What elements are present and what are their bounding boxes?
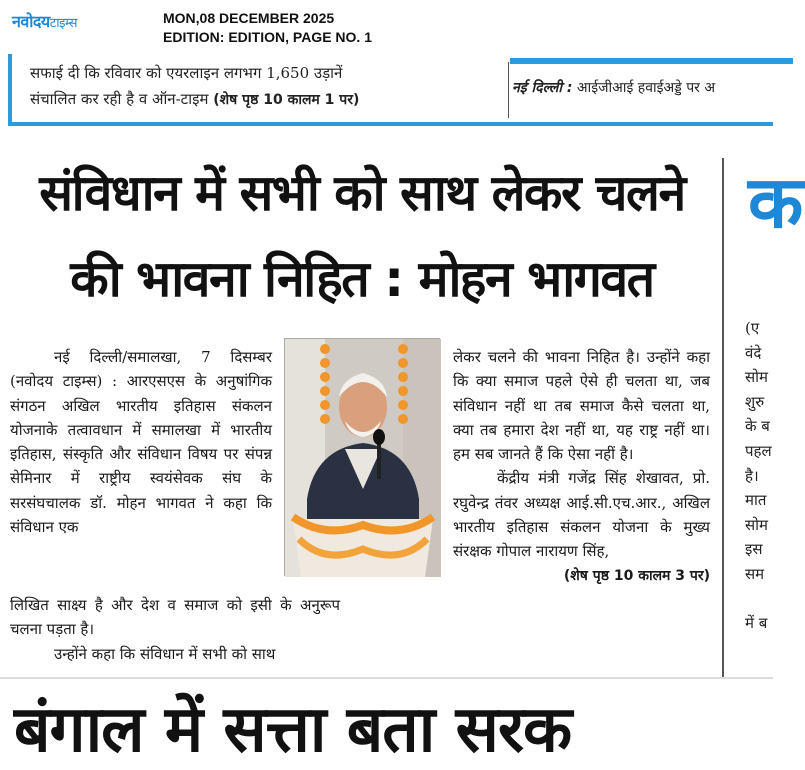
article-paragraph: उन्होंने कहा कि संविधान में सभी को साथ	[54, 644, 276, 663]
adjacent-column-line: शुरु	[745, 392, 765, 411]
article-paragraph: लिखित साक्ष्य है और देश व समाज को इसी के अनुरूप चलना पड़ता है।	[10, 596, 340, 639]
previous-story-line1: सफाई दी कि रविवार को एयरलाइन लगभग 1,650 उड़ानें	[30, 64, 343, 82]
date-line: MON,08 DECEMBER 2025	[163, 10, 335, 26]
edition-line: EDITION: EDITION, PAGE NO. 1	[163, 29, 372, 45]
edition-info	[163, 9, 372, 47]
article-column-1	[10, 345, 272, 539]
previous-story-continued[interactable]: (शेष पृष्ठ 10 कालम 1 पर)	[213, 92, 360, 108]
adjacent-headline-fragment: क	[748, 160, 804, 244]
adjacent-column-line	[745, 587, 805, 612]
speaker-photo-illustration	[285, 339, 441, 577]
adjacent-column-line: है।	[745, 466, 759, 485]
adjacent-column-line: पहल	[745, 441, 772, 460]
article-paragraph: लेकर चलने की भावना निहित है। उन्होंने कहा कि क्या समाज पहले ऐसे ही चलता था, जब संविधान नहीं था तब समाज कैसे चलता था, क्या तब हमारा देश नहीं था, यह राष्ट्र नहीं था। हम सब जानते हैं कि ऐसा नहीं है।	[453, 348, 710, 464]
adjacent-story-dateline: नई दिल्ली :	[512, 80, 573, 96]
adjacent-column-line: मात	[745, 491, 767, 510]
next-story-headline: बंगाल में सत्ता बता सरक	[14, 693, 572, 767]
previous-story-strip	[8, 54, 773, 126]
adjacent-column-line: सोम	[745, 368, 768, 387]
logo-sub: टाइम्स	[49, 16, 78, 31]
previous-story-line2: संचालित कर रही है व ऑन-टाइम	[30, 90, 209, 108]
adjacent-column-line: (ए	[745, 319, 760, 337]
article-headline	[8, 150, 716, 322]
adjacent-column-line: सोम	[745, 515, 768, 534]
adjacent-column-text	[745, 316, 805, 636]
adjacent-story-snippet	[502, 54, 785, 122]
article-photo[interactable]	[284, 338, 440, 576]
adjacent-column-line: में ब	[745, 614, 768, 633]
adjacent-column-line: इस	[745, 540, 763, 559]
headline-line-2: की भावना निहित : मोहन भागवत	[70, 250, 654, 308]
article-continued-note[interactable]: (शेष पृष्ठ 10 कालम 3 पर)	[563, 567, 710, 584]
adjacent-story-body: आईजीआई हवाईअड्डे पर अ	[572, 80, 716, 96]
logo-main: नवोदय	[12, 12, 50, 31]
article-paragraph-text: केंद्रीय मंत्री गजेंद्र सिंह शेखावत, प्रो. रघुवेन्द्र तंवर अध्यक्ष आई.सी.एच.आर., अखिल भारतीय इतिहास संकलन योजना के मुख्य संरक्षक गोपाल नारायण सिंह,	[453, 469, 710, 561]
previous-story-text	[30, 60, 500, 113]
article-paragraph	[453, 466, 710, 584]
top-bar	[0, 0, 773, 54]
article-column-3	[453, 345, 710, 588]
adjacent-story-text	[512, 78, 715, 97]
adjacent-column-line: वंदे	[745, 343, 762, 362]
headline-line-1: संविधान में सभी को साथ लेकर चलने	[39, 164, 685, 222]
adjacent-column-line: सम	[745, 564, 765, 583]
adjacent-column-line: के ब	[745, 417, 770, 436]
column-divider	[722, 158, 724, 678]
article-column-2	[10, 593, 340, 666]
previous-story-line2-row	[30, 86, 500, 113]
article-paragraph: नई दिल्ली/समालखा, 7 दिसम्बर (नवोदय टाइम्स) : आरएसएस के अनुषांगिक संगठन अखिल भारतीय इतिहास संकलन योजनाके तत्वावधान में समालखा में भारतीय इतिहास, संस्कृति और संविधान विषय पर संपन्न सेमिनार में राष्ट्रीय स्वयंसेवक संघ के सरसंघचालक डॉ. मोहन भागवत ने कहा कि संविधान एक	[10, 348, 272, 537]
adjacent-story-image-edge	[510, 58, 793, 64]
newspaper-logo[interactable]	[12, 10, 140, 34]
story-divider	[0, 677, 773, 679]
